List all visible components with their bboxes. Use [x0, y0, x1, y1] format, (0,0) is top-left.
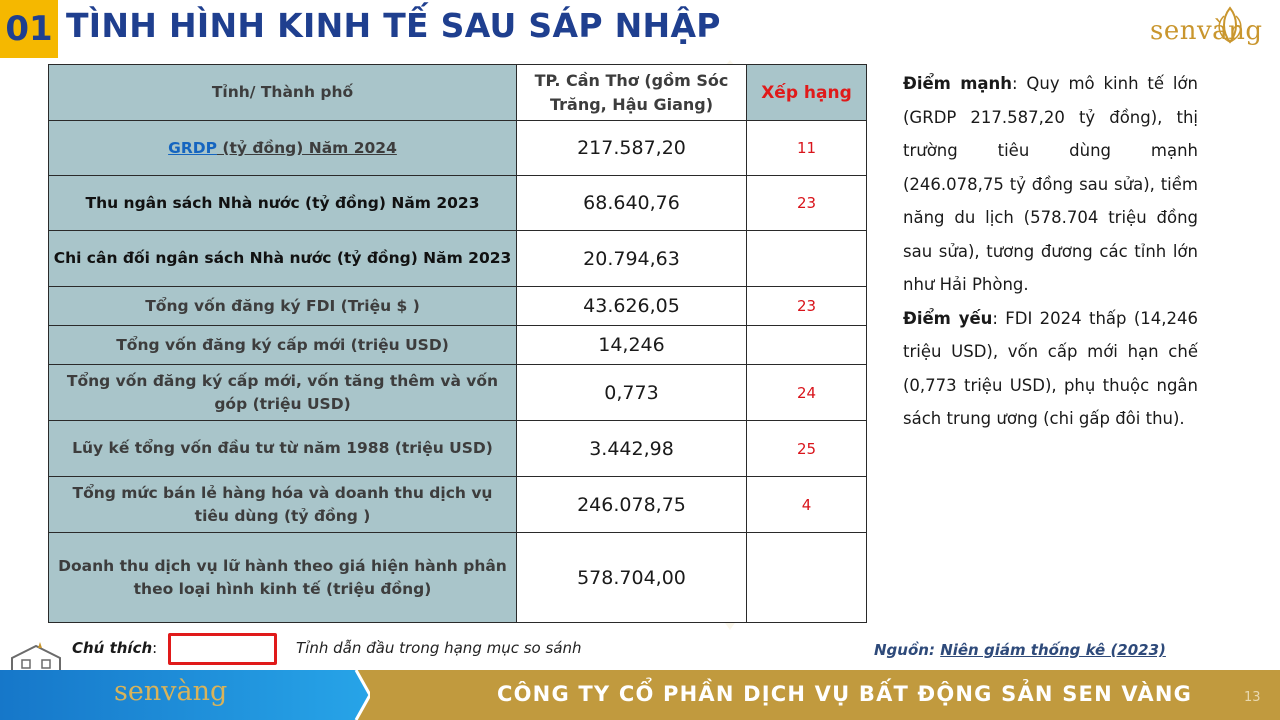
row-rank: 23 — [747, 287, 867, 326]
header-city: TP. Cần Thơ (gồm Sóc Trăng, Hậu Giang) — [517, 65, 747, 121]
source-link[interactable]: Niên giám thống kê (2023) — [940, 641, 1166, 659]
row-label: Lũy kế tổng vốn đầu tư từ năm 1988 (triệu USD) — [49, 421, 517, 477]
table-row — [49, 231, 867, 287]
header-province: Tỉnh/ Thành phố — [49, 65, 517, 121]
economic-indicators-table — [48, 64, 867, 623]
row-label — [49, 121, 517, 176]
brand-logo — [1150, 4, 1274, 48]
page-title: TÌNH HÌNH KINH TẾ SAU SÁP NHẬP — [66, 6, 721, 45]
source-note — [874, 641, 1166, 659]
row-rank — [747, 533, 867, 623]
section-number-badge — [0, 0, 58, 58]
table-row — [49, 326, 867, 365]
row-value: 0,773 — [517, 365, 747, 421]
footer-bar — [0, 670, 1280, 720]
row-rank: 23 — [747, 176, 867, 231]
row-label: Tổng vốn đăng ký cấp mới, vốn tăng thêm và vốn góp (triệu USD) — [49, 365, 517, 421]
table-row — [49, 365, 867, 421]
grdp-link[interactable]: GRDP — [168, 138, 217, 157]
table-row — [49, 121, 867, 176]
row-label: Tổng vốn đăng ký cấp mới (triệu USD) — [49, 326, 517, 365]
table-row — [49, 533, 867, 623]
brand-logo-text: senvàng — [1150, 16, 1263, 46]
row-value: 578.704,00 — [517, 533, 747, 623]
row-label: Chi cân đối ngân sách Nhà nước (tỷ đồng) Năm 2023 — [49, 231, 517, 287]
weakness-label: Điểm yếu — [903, 308, 993, 328]
row-value: 43.626,05 — [517, 287, 747, 326]
header-rank: Xếp hạng — [747, 65, 867, 121]
weakness-text: : FDI 2024 thấp (14,246 triệu USD), vốn cấp mới hạn chế (0,773 triệu USD), phụ thuộc ngân sách trung ương (chi gấp đôi thu). — [903, 308, 1198, 428]
row-rank: 24 — [747, 365, 867, 421]
row-rank — [747, 231, 867, 287]
row-value: 20.794,63 — [517, 231, 747, 287]
strength-text: : Quy mô kinh tế lớn (GRDP 217.587,20 tỷ đồng), thị trường tiêu dùng mạnh (246.078,75 tỷ đồng sau sửa), tiềm năng du lịch (578.704 triệu đồng sau sửa), tương đương các tỉnh lớn như Hải Phòng. — [903, 74, 1198, 294]
legend-label-text: Chú thích — [72, 639, 153, 657]
row-label: Tổng mức bán lẻ hàng hóa và doanh thu dịch vụ tiêu dùng (tỷ đồng ) — [49, 477, 517, 533]
page-number: 13 — [1244, 690, 1261, 705]
strength-label: Điểm mạnh — [903, 74, 1013, 93]
row-value: 246.078,75 — [517, 477, 747, 533]
table-header-row — [49, 65, 867, 121]
source-label: Nguồn: — [874, 641, 941, 659]
row-label: Doanh thu dịch vụ lữ hành theo giá hiện hành phân theo loại hình kinh tế (triệu đồng) — [49, 533, 517, 623]
footer-logo: senvàng — [114, 676, 228, 707]
analysis-text — [903, 67, 1198, 436]
row-label: Thu ngân sách Nhà nước (tỷ đồng) Năm 2023 — [49, 176, 517, 231]
table-row — [49, 421, 867, 477]
row-rank — [747, 326, 867, 365]
legend-colon: : — [152, 639, 158, 657]
row-rank: 11 — [747, 121, 867, 176]
legend-red-box — [168, 633, 277, 665]
table-row — [49, 287, 867, 326]
table-row — [49, 176, 867, 231]
company-name: CÔNG TY CỔ PHẦN DỊCH VỤ BẤT ĐỘNG SẢN SEN VÀNG — [497, 682, 1193, 706]
legend-description: Tỉnh dẫn đầu trong hạng mục so sánh — [296, 639, 582, 657]
table-row — [49, 477, 867, 533]
weakness-paragraph — [903, 302, 1198, 436]
row-value: 217.587,20 — [517, 121, 747, 176]
row-rank: 4 — [747, 477, 867, 533]
row-value: 68.640,76 — [517, 176, 747, 231]
legend-label — [72, 639, 157, 657]
section-number: 01 — [5, 9, 53, 49]
strength-paragraph — [903, 67, 1198, 302]
row-label: Tổng vốn đăng ký FDI (Triệu $ ) — [49, 287, 517, 326]
row-value: 14,246 — [517, 326, 747, 365]
row-rank: 25 — [747, 421, 867, 477]
row-label-rest: (tỷ đồng) Năm 2024 — [217, 138, 397, 157]
row-value: 3.442,98 — [517, 421, 747, 477]
